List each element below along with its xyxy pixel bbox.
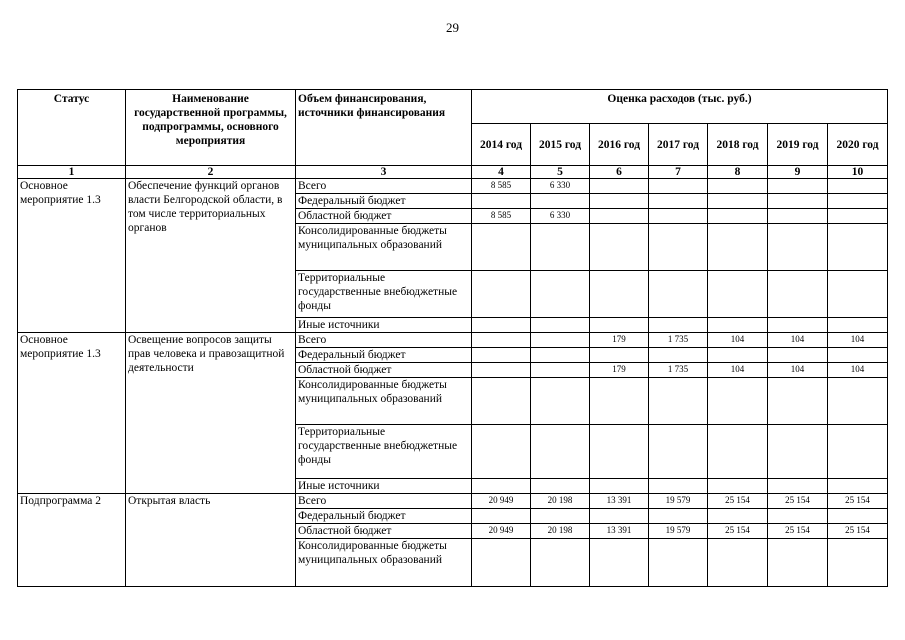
- amount-cell: 25 154: [768, 524, 828, 539]
- amount-cell: [590, 224, 649, 271]
- amount-cell: 104: [768, 363, 828, 378]
- amount-cell: [590, 194, 649, 209]
- amount-cell: [708, 194, 768, 209]
- funding-source-cell: Всего: [296, 179, 472, 194]
- amount-cell: [708, 271, 768, 318]
- funding-source-cell: Федеральный бюджет: [296, 348, 472, 363]
- amount-cell: [649, 194, 708, 209]
- amount-cell: [828, 348, 888, 363]
- amount-cell: [472, 479, 531, 494]
- amount-cell: [708, 318, 768, 333]
- funding-source-cell: Областной бюджет: [296, 524, 472, 539]
- amount-cell: [590, 179, 649, 194]
- amount-cell: [531, 479, 590, 494]
- header-year: 2020 год: [828, 124, 888, 166]
- amount-cell: [649, 179, 708, 194]
- column-number-row: [18, 166, 888, 179]
- amount-cell: [828, 271, 888, 318]
- amount-cell: [708, 425, 768, 479]
- amount-cell: [590, 539, 649, 587]
- amount-cell: 179: [590, 333, 649, 348]
- amount-cell: 19 579: [649, 524, 708, 539]
- amount-cell: [649, 539, 708, 587]
- amount-cell: [768, 179, 828, 194]
- amount-cell: [828, 194, 888, 209]
- funding-source-cell: Всего: [296, 333, 472, 348]
- amount-cell: [531, 363, 590, 378]
- amount-cell: [531, 194, 590, 209]
- amount-cell: [531, 271, 590, 318]
- header-year: 2014 год: [472, 124, 531, 166]
- funding-source-cell: Консолидированные бюджеты муниципальных образований: [296, 539, 472, 587]
- amount-cell: [649, 224, 708, 271]
- amount-cell: [531, 348, 590, 363]
- amount-cell: [472, 224, 531, 271]
- amount-cell: [472, 271, 531, 318]
- amount-cell: [649, 271, 708, 318]
- amount-cell: [590, 318, 649, 333]
- amount-cell: [708, 179, 768, 194]
- amount-cell: [649, 318, 708, 333]
- amount-cell: 25 154: [828, 494, 888, 509]
- amount-cell: [768, 271, 828, 318]
- status-cell: Подпрограмма 2: [18, 494, 126, 587]
- program-name-cell: Освещение вопросов защиты прав человека и правозащитной деятельности: [126, 333, 296, 494]
- amount-cell: [649, 479, 708, 494]
- amount-cell: [531, 539, 590, 587]
- amount-cell: [531, 378, 590, 425]
- amount-cell: [590, 509, 649, 524]
- amount-cell: [590, 209, 649, 224]
- amount-cell: 8 585: [472, 179, 531, 194]
- amount-cell: [828, 479, 888, 494]
- header-year: 2016 год: [590, 124, 649, 166]
- amount-cell: 20 198: [531, 524, 590, 539]
- amount-cell: 104: [708, 363, 768, 378]
- funding-source-cell: Территориальные государственные внебюджетные фонды: [296, 425, 472, 479]
- amount-cell: [472, 194, 531, 209]
- column-number: 10: [828, 166, 888, 179]
- amount-cell: [531, 224, 590, 271]
- amount-cell: 104: [828, 363, 888, 378]
- table-row: [18, 179, 888, 194]
- funding-source-cell: Федеральный бюджет: [296, 509, 472, 524]
- amount-cell: [649, 509, 708, 524]
- funding-source-cell: Консолидированные бюджеты муниципальных образований: [296, 224, 472, 271]
- header-year: 2018 год: [708, 124, 768, 166]
- amount-cell: [590, 378, 649, 425]
- amount-cell: 25 154: [828, 524, 888, 539]
- column-number: 6: [590, 166, 649, 179]
- amount-cell: [472, 363, 531, 378]
- funding-source-cell: Территориальные государственные внебюджетные фонды: [296, 271, 472, 318]
- amount-cell: [768, 479, 828, 494]
- amount-cell: [590, 425, 649, 479]
- amount-cell: [649, 425, 708, 479]
- program-name-cell: Открытая власть: [126, 494, 296, 587]
- program-name-cell: Обеспечение функций органов власти Белгородской области, в том числе территориальных органов: [126, 179, 296, 333]
- amount-cell: [828, 509, 888, 524]
- amount-cell: 179: [590, 363, 649, 378]
- amount-cell: [649, 209, 708, 224]
- funding-source-cell: Всего: [296, 494, 472, 509]
- amount-cell: 104: [768, 333, 828, 348]
- amount-cell: [590, 479, 649, 494]
- funding-source-cell: Иные источники: [296, 318, 472, 333]
- amount-cell: [472, 539, 531, 587]
- amount-cell: [708, 224, 768, 271]
- funding-source-cell: Областной бюджет: [296, 363, 472, 378]
- header-funding: Объем финансирования, источники финансирования: [296, 90, 472, 166]
- page-number: 29: [446, 20, 459, 35]
- amount-cell: [828, 378, 888, 425]
- amount-cell: 1 735: [649, 363, 708, 378]
- table-body: [18, 179, 888, 587]
- amount-cell: 13 391: [590, 524, 649, 539]
- amount-cell: [768, 348, 828, 363]
- amount-cell: [708, 378, 768, 425]
- amount-cell: [708, 539, 768, 587]
- amount-cell: [768, 209, 828, 224]
- funding-source-cell: Областной бюджет: [296, 209, 472, 224]
- header-estimate: Оценка расходов (тыс. руб.): [472, 90, 888, 124]
- column-number: 3: [296, 166, 472, 179]
- funding-source-cell: Иные источники: [296, 479, 472, 494]
- amount-cell: [590, 271, 649, 318]
- amount-cell: [768, 509, 828, 524]
- amount-cell: 1 735: [649, 333, 708, 348]
- amount-cell: [708, 348, 768, 363]
- amount-cell: [531, 318, 590, 333]
- amount-cell: [708, 209, 768, 224]
- amount-cell: [531, 333, 590, 348]
- amount-cell: 20 949: [472, 524, 531, 539]
- table-row: [18, 333, 888, 348]
- amount-cell: 13 391: [590, 494, 649, 509]
- amount-cell: [768, 194, 828, 209]
- amount-cell: 20 949: [472, 494, 531, 509]
- amount-cell: [472, 509, 531, 524]
- amount-cell: [708, 479, 768, 494]
- funding-source-cell: Федеральный бюджет: [296, 194, 472, 209]
- column-number: 8: [708, 166, 768, 179]
- amount-cell: [472, 348, 531, 363]
- header-year: 2019 год: [768, 124, 828, 166]
- amount-cell: 6 330: [531, 209, 590, 224]
- amount-cell: [590, 348, 649, 363]
- amount-cell: [768, 378, 828, 425]
- funding-table-wrapper: [17, 89, 888, 587]
- amount-cell: [768, 318, 828, 333]
- amount-cell: [828, 539, 888, 587]
- amount-cell: [768, 224, 828, 271]
- amount-cell: [828, 318, 888, 333]
- column-number: 7: [649, 166, 708, 179]
- header-program-name: Наименование государственной программы, подпрограммы, основного мероприятия: [126, 90, 296, 166]
- amount-cell: 104: [828, 333, 888, 348]
- amount-cell: 104: [708, 333, 768, 348]
- header-year: 2017 год: [649, 124, 708, 166]
- column-number: 2: [126, 166, 296, 179]
- amount-cell: [828, 224, 888, 271]
- amount-cell: [828, 179, 888, 194]
- column-number: 5: [531, 166, 590, 179]
- amount-cell: [472, 333, 531, 348]
- amount-cell: [768, 425, 828, 479]
- column-number: 1: [18, 166, 126, 179]
- table-row: [18, 494, 888, 509]
- amount-cell: [828, 425, 888, 479]
- amount-cell: [472, 318, 531, 333]
- amount-cell: 25 154: [708, 494, 768, 509]
- amount-cell: 19 579: [649, 494, 708, 509]
- amount-cell: [531, 425, 590, 479]
- header-status: Статус: [18, 90, 126, 166]
- amount-cell: 6 330: [531, 179, 590, 194]
- status-cell: Основное мероприятие 1.3: [18, 179, 126, 333]
- amount-cell: 20 198: [531, 494, 590, 509]
- amount-cell: 25 154: [708, 524, 768, 539]
- amount-cell: [649, 348, 708, 363]
- amount-cell: [472, 425, 531, 479]
- amount-cell: [472, 378, 531, 425]
- column-number: 4: [472, 166, 531, 179]
- amount-cell: [828, 209, 888, 224]
- amount-cell: [768, 539, 828, 587]
- amount-cell: 8 585: [472, 209, 531, 224]
- funding-source-cell: Консолидированные бюджеты муниципальных образований: [296, 378, 472, 425]
- amount-cell: [708, 509, 768, 524]
- funding-table: [17, 89, 888, 587]
- column-number: 9: [768, 166, 828, 179]
- amount-cell: [531, 509, 590, 524]
- amount-cell: 25 154: [768, 494, 828, 509]
- amount-cell: [649, 378, 708, 425]
- status-cell: Основное мероприятие 1.3: [18, 333, 126, 494]
- header-year: 2015 год: [531, 124, 590, 166]
